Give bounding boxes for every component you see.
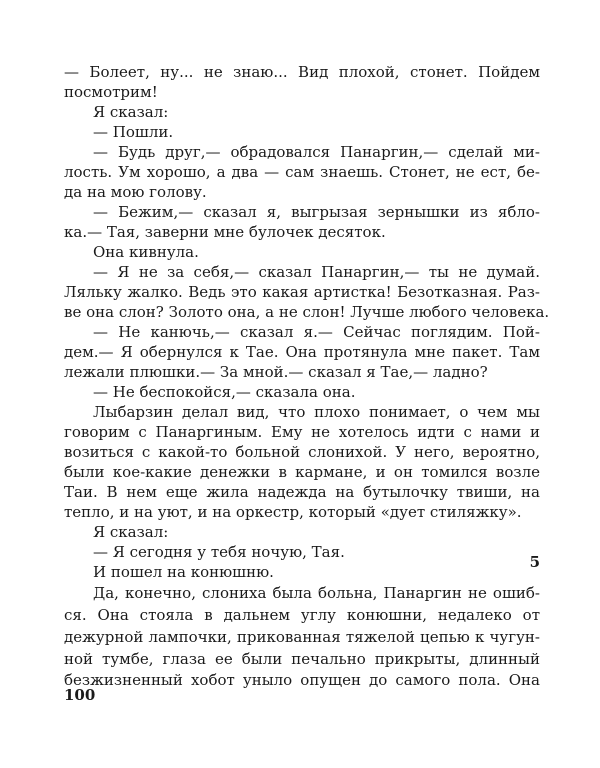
text-line: ка.— Тая, заверни мне булочек десяток. xyxy=(64,223,386,241)
text-line: да на мою голову. xyxy=(64,183,207,201)
text-line: лость. Ум хорошо, а два — сам знаешь. Стонет, не ест, бе- xyxy=(64,163,540,181)
page-number: 100 xyxy=(64,686,96,704)
text-line: Я сказал: xyxy=(93,523,169,541)
text-line: — Я не за себя,— сказал Панаргин,— ты не думай. xyxy=(93,263,540,281)
text-line: лежали плюшки.— За мной.— сказал я Тае,— ладно? xyxy=(64,363,488,381)
text-line: дем.— Я обернулся к Тае. Она протянула мне пакет. Там xyxy=(64,343,540,361)
text-line: — Бежим,— сказал я, выгрызая зернышки из ябло- xyxy=(93,203,540,221)
text-line: Я сказал: xyxy=(93,103,169,121)
text-line: ся. Она стояла в дальнем углу конюшни, недалеко от xyxy=(64,606,540,624)
text-line: — Болеет, ну... не знаю... Вид плохой, стонет. Пойдем xyxy=(64,63,540,81)
text-line: Ляльку жалко. Ведь это какая артистка! Безотказная. Раз- xyxy=(64,283,540,301)
text-line: — Пошли. xyxy=(93,123,174,141)
text-line: — Я сегодня у тебя ночую, Тая. xyxy=(93,543,345,561)
text-line: — Не беспокойся,— сказала она. xyxy=(93,383,356,401)
text-line: — Будь друг,— обрадовался Панаргин,— сделай ми- xyxy=(93,143,540,161)
text-line: — Не канючь,— сказал я.— Сейчас поглядим. Пой- xyxy=(93,323,540,341)
text-line: посмотрим! xyxy=(64,83,158,101)
text-line: Она кивнула. xyxy=(93,243,199,261)
text-line: тепло, и на уют, и на оркестр, который «дует стиляжку». xyxy=(64,503,522,521)
text-line: Таи. В нем еще жила надежда на бутылочку твиши, на xyxy=(64,483,540,501)
text-line: возиться с какой-то больной слонихой. У него, вероятно, xyxy=(64,443,540,461)
text-line: ве она слон? Золото она, а не слон! Лучше любого человека. xyxy=(64,303,550,321)
text-line: И пошел на конюшню. xyxy=(93,563,274,581)
section-number: 5 xyxy=(529,553,540,571)
text-line: ной тумбе, глаза ее были печально прикрыты, длинный xyxy=(64,650,540,668)
text-line: безжизненный хобот уныло опущен до самого пола. Она xyxy=(64,671,540,689)
text-line: Да, конечно, слониха была больна, Панаргин не ошиб- xyxy=(93,584,540,602)
text-line: были кое-какие денежки в кармане, и он томился возле xyxy=(64,463,540,481)
text-line: Лыбарзин делал вид, что плохо понимает, о чем мы xyxy=(93,403,540,421)
text-line: дежурной лампочки, прикованная тяжелой цепью к чугун- xyxy=(64,628,540,646)
text-line: говорим с Панаргиным. Ему не хотелось идти с нами и xyxy=(64,423,540,441)
